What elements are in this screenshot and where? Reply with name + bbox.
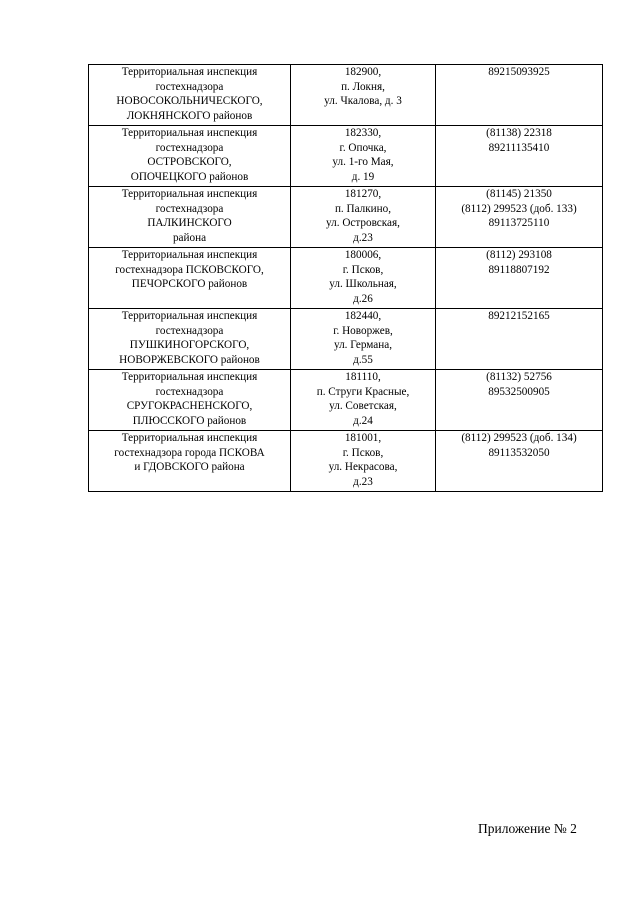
org-line: гостехнадзора: [155, 385, 224, 398]
address-line: д.23: [353, 475, 373, 488]
table-row: [89, 431, 603, 492]
address-line: ул. Советская,: [329, 400, 397, 412]
address-line: 181270,: [344, 188, 382, 200]
org-line: Территориальная инспекция: [121, 188, 258, 200]
phone-cell: [436, 187, 603, 248]
phone-line: (81132) 52756: [486, 371, 552, 383]
table-row: [89, 65, 603, 126]
address-line: 180006,: [344, 249, 382, 261]
table-row: [89, 248, 603, 309]
org-line: ОСТРОВСКОГО,: [147, 156, 232, 168]
org-line: СРУГОКРАСНЕНСКОГО,: [126, 400, 253, 412]
phone-line: 89113532050: [488, 446, 550, 459]
org-line: Территориальная инспекция: [121, 66, 258, 78]
address-line: д.55: [353, 353, 373, 366]
phone-cell: [436, 309, 603, 370]
phone-line: (81138) 22318: [486, 127, 552, 139]
org-line: Территориальная инспекция: [121, 371, 258, 383]
address-line: 182900,: [344, 66, 382, 78]
org-cell: [89, 370, 291, 431]
org-line: Территориальная инспекция: [121, 249, 258, 261]
table-row: [89, 309, 603, 370]
address-line: д.23: [353, 231, 373, 244]
org-line: НОВОСОКОЛЬНИЧЕСКОГО,: [116, 95, 263, 107]
phone-line: 89212152165: [488, 310, 550, 322]
inspections-table-body: [89, 65, 603, 492]
org-line: гостехнадзора города ПСКОВА: [114, 446, 265, 459]
phone-line: 89211135410: [488, 141, 550, 154]
address-line: ул. Некрасова,: [328, 461, 398, 473]
phone-line: 89113725110: [488, 217, 550, 229]
org-line: ПЕЧОРСКОГО районов: [131, 278, 248, 290]
org-line: гостехнадзора: [155, 141, 224, 154]
phone-line: 89532500905: [488, 385, 550, 398]
phone-line: 89118807192: [488, 263, 550, 276]
org-cell: [89, 187, 291, 248]
phone-line: (8112) 293108: [486, 249, 552, 261]
org-line: НОВОРЖЕВСКОГО районов: [119, 353, 260, 366]
org-line: ЛОКНЯНСКОГО районов: [126, 109, 253, 122]
phone-cell: [436, 431, 603, 492]
org-cell: [89, 126, 291, 187]
address-cell: [291, 248, 436, 309]
appendix-label: Приложение № 2: [478, 821, 577, 836]
org-line: ПАЛКИНСКОГО: [147, 217, 232, 229]
address-line: п. Струги Красные,: [316, 385, 410, 398]
address-line: п. Палкино,: [334, 202, 392, 215]
org-line: Территориальная инспекция: [121, 432, 258, 444]
org-line: гостехнадзора: [155, 202, 224, 215]
org-line: гостехнадзора: [155, 324, 224, 337]
phone-line: 89215093925: [488, 66, 550, 78]
org-line: Территориальная инспекция: [121, 310, 258, 322]
org-line: и ГДОВСКОГО района: [134, 461, 245, 473]
address-line: г. Опочка,: [339, 141, 387, 154]
phone-cell: [436, 248, 603, 309]
address-line: 182330,: [344, 127, 382, 139]
address-cell: [291, 370, 436, 431]
address-line: ул. Чкалова, д. 3: [324, 95, 402, 107]
address-line: д.24: [353, 414, 373, 427]
address-cell: [291, 187, 436, 248]
table-row: [89, 370, 603, 431]
phone-cell: [436, 65, 603, 126]
org-line: ПУШКИНОГОРСКОГО,: [129, 339, 250, 351]
org-line: ПЛЮССКОГО районов: [132, 414, 247, 427]
phone-line: (81145) 21350: [486, 188, 552, 200]
address-line: п. Локня,: [341, 80, 385, 93]
address-line: д.26: [353, 292, 373, 305]
address-line: ул. Школьная,: [329, 278, 397, 290]
org-line: района: [172, 231, 207, 244]
org-line: Территориальная инспекция: [121, 127, 258, 139]
address-line: 182440,: [344, 310, 382, 322]
phone-cell: [436, 370, 603, 431]
org-cell: [89, 65, 291, 126]
phone-line: (8112) 299523 (доб. 134): [461, 432, 577, 444]
address-line: ул. 1-го Мая,: [332, 156, 394, 168]
address-line: ул. Островская,: [326, 217, 400, 229]
address-cell: [291, 65, 436, 126]
address-cell: [291, 431, 436, 492]
address-line: 181001,: [344, 432, 382, 444]
org-line: ОПОЧЕЦКОГО районов: [130, 170, 249, 183]
address-line: г. Новоржев,: [333, 324, 393, 337]
address-cell: [291, 309, 436, 370]
org-line: гостехнадзора: [155, 80, 224, 93]
phone-line: (8112) 299523 (доб. 133): [461, 202, 577, 215]
org-line: гостехнадзора ПСКОВСКОГО,: [115, 263, 264, 276]
address-cell: [291, 126, 436, 187]
address-line: д. 19: [351, 170, 375, 183]
address-line: г. Псков,: [342, 446, 384, 459]
address-line: ул. Германа,: [333, 339, 392, 351]
table-row: [89, 126, 603, 187]
address-line: 181110,: [345, 371, 381, 383]
table-row: [89, 187, 603, 248]
inspections-table: [88, 64, 603, 492]
org-cell: [89, 309, 291, 370]
address-line: г. Псков,: [342, 263, 384, 276]
org-cell: [89, 431, 291, 492]
org-cell: [89, 248, 291, 309]
phone-cell: [436, 126, 603, 187]
